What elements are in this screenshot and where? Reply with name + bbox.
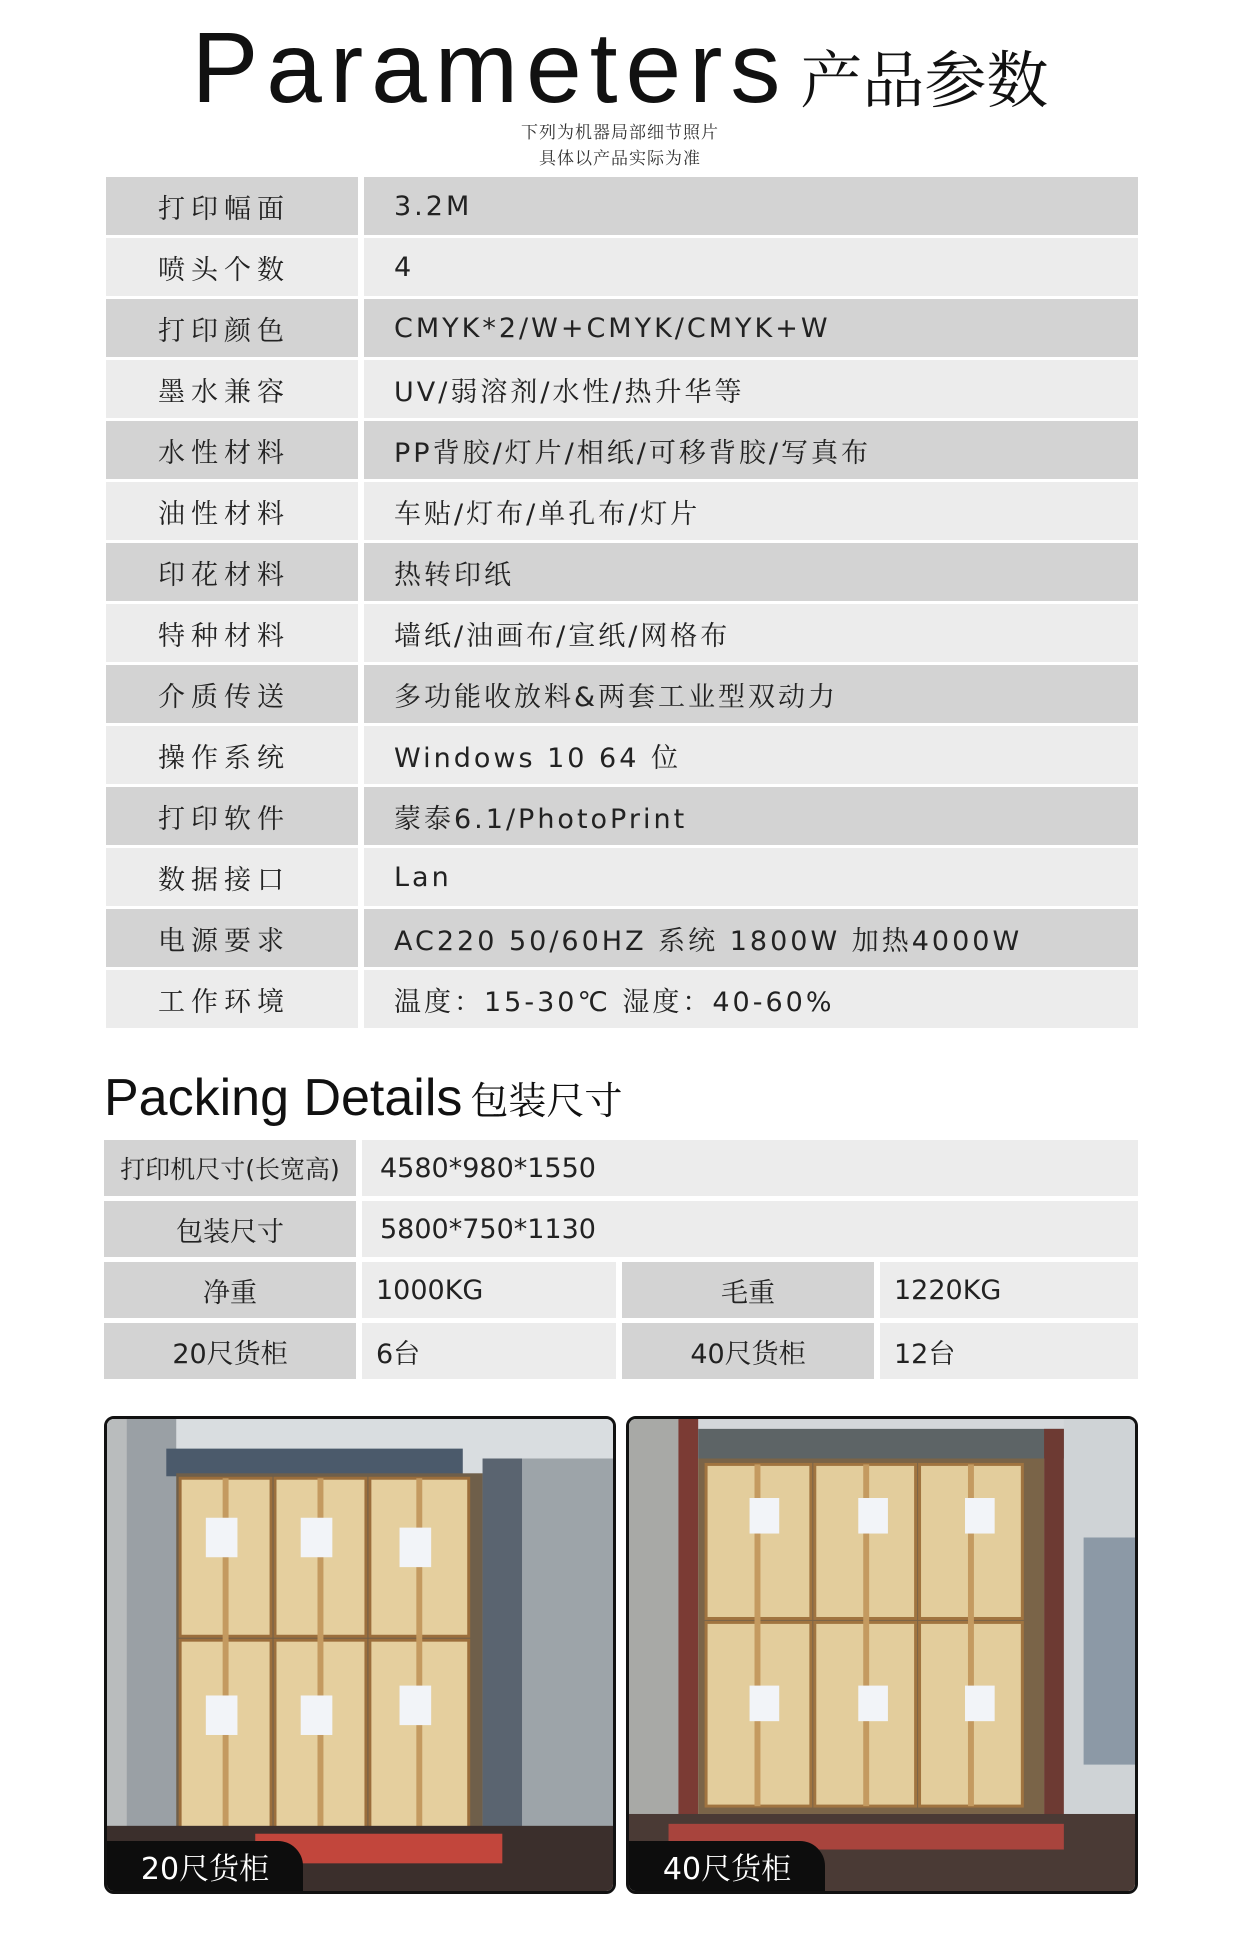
- subtitle-line-1: 下列为机器局部细节照片: [521, 123, 719, 143]
- param-label: 喷头个数: [106, 238, 358, 296]
- printer-size-value: 4580*980*1550: [362, 1140, 1138, 1196]
- param-value: AC220 50/60HZ 系统 1800W 加热4000W: [364, 909, 1138, 967]
- page-title-en: Parameters: [191, 12, 789, 124]
- param-value: Lan: [364, 848, 1138, 906]
- parameters-table: [106, 177, 1138, 1031]
- param-row: [106, 665, 1138, 723]
- param-label: 印花材料: [106, 543, 358, 601]
- param-row: [106, 543, 1138, 601]
- printer-size-label: 打印机尺寸(长宽高): [104, 1140, 356, 1196]
- container-20-caption: 20尺货柜: [107, 1841, 303, 1891]
- packing-heading: [104, 1069, 623, 1127]
- param-row: [106, 970, 1138, 1028]
- param-label: 特种材料: [106, 604, 358, 662]
- gross-weight-label: 毛重: [622, 1262, 874, 1318]
- container-40-label: 40尺货柜: [622, 1323, 874, 1379]
- param-value: UV/弱溶剂/水性/热升华等: [364, 360, 1138, 418]
- gross-weight-value: 1220KG: [880, 1262, 1138, 1318]
- param-label: 数据接口: [106, 848, 358, 906]
- param-label: 介质传送: [106, 665, 358, 723]
- packing-table: [104, 1140, 1138, 1384]
- param-row: [106, 787, 1138, 845]
- param-value: 墙纸/油画布/宣纸/网格布: [364, 604, 1138, 662]
- package-size-value: 5800*750*1130: [362, 1201, 1138, 1257]
- container-40-photo: [626, 1416, 1138, 1894]
- param-row: [106, 726, 1138, 784]
- param-row: [106, 177, 1138, 235]
- param-label: 打印软件: [106, 787, 358, 845]
- container-20-photo: [104, 1416, 616, 1894]
- header: [0, 12, 1240, 170]
- param-label: 打印颜色: [106, 299, 358, 357]
- packing-row: [104, 1323, 1138, 1379]
- package-size-label: 包装尺寸: [104, 1201, 356, 1257]
- param-value: Windows 10 64 位: [364, 726, 1138, 784]
- packing-row: [104, 1140, 1138, 1196]
- param-label: 油性材料: [106, 482, 358, 540]
- subtitle-line-2: 具体以产品实际为准: [539, 149, 701, 169]
- param-value: 多功能收放料&两套工业型双动力: [364, 665, 1138, 723]
- param-row: [106, 360, 1138, 418]
- param-row: [106, 421, 1138, 479]
- param-label: 打印幅面: [106, 177, 358, 235]
- param-value: 热转印纸: [364, 543, 1138, 601]
- param-label: 墨水兼容: [106, 360, 358, 418]
- net-weight-value: 1000KG: [362, 1262, 616, 1318]
- container-20-label: 20尺货柜: [104, 1323, 356, 1379]
- param-label: 电源要求: [106, 909, 358, 967]
- net-weight-label: 净重: [104, 1262, 356, 1318]
- param-label: 工作环境: [106, 970, 358, 1028]
- packing-row: [104, 1201, 1138, 1257]
- packing-row: [104, 1262, 1138, 1318]
- container-40-illustration: [629, 1419, 1135, 1891]
- container-20-value: 6台: [362, 1323, 616, 1379]
- param-label: 水性材料: [106, 421, 358, 479]
- param-value: CMYK*2/W+CMYK/CMYK+W: [364, 299, 1138, 357]
- param-value: 车贴/灯布/单孔布/灯片: [364, 482, 1138, 540]
- packing-title-cn: 包装尺寸: [470, 1079, 623, 1124]
- param-value: 温度：15-30℃ 湿度：40-60%: [364, 970, 1138, 1028]
- param-row: [106, 848, 1138, 906]
- param-label: 操作系统: [106, 726, 358, 784]
- param-value: PP背胶/灯片/相纸/可移背胶/写真布: [364, 421, 1138, 479]
- param-row: [106, 604, 1138, 662]
- param-row: [106, 299, 1138, 357]
- param-value: 4: [364, 238, 1138, 296]
- container-40-value: 12台: [880, 1323, 1138, 1379]
- packing-title-en: Packing Details: [104, 1069, 463, 1127]
- param-row: [106, 238, 1138, 296]
- param-row: [106, 909, 1138, 967]
- container-40-caption: 40尺货柜: [629, 1841, 825, 1891]
- param-value: 3.2M: [364, 177, 1138, 235]
- page-title-cn: 产品参数: [800, 43, 1049, 117]
- container-20-illustration: [107, 1419, 613, 1891]
- param-row: [106, 482, 1138, 540]
- param-value: 蒙泰6.1/PhotoPrint: [364, 787, 1138, 845]
